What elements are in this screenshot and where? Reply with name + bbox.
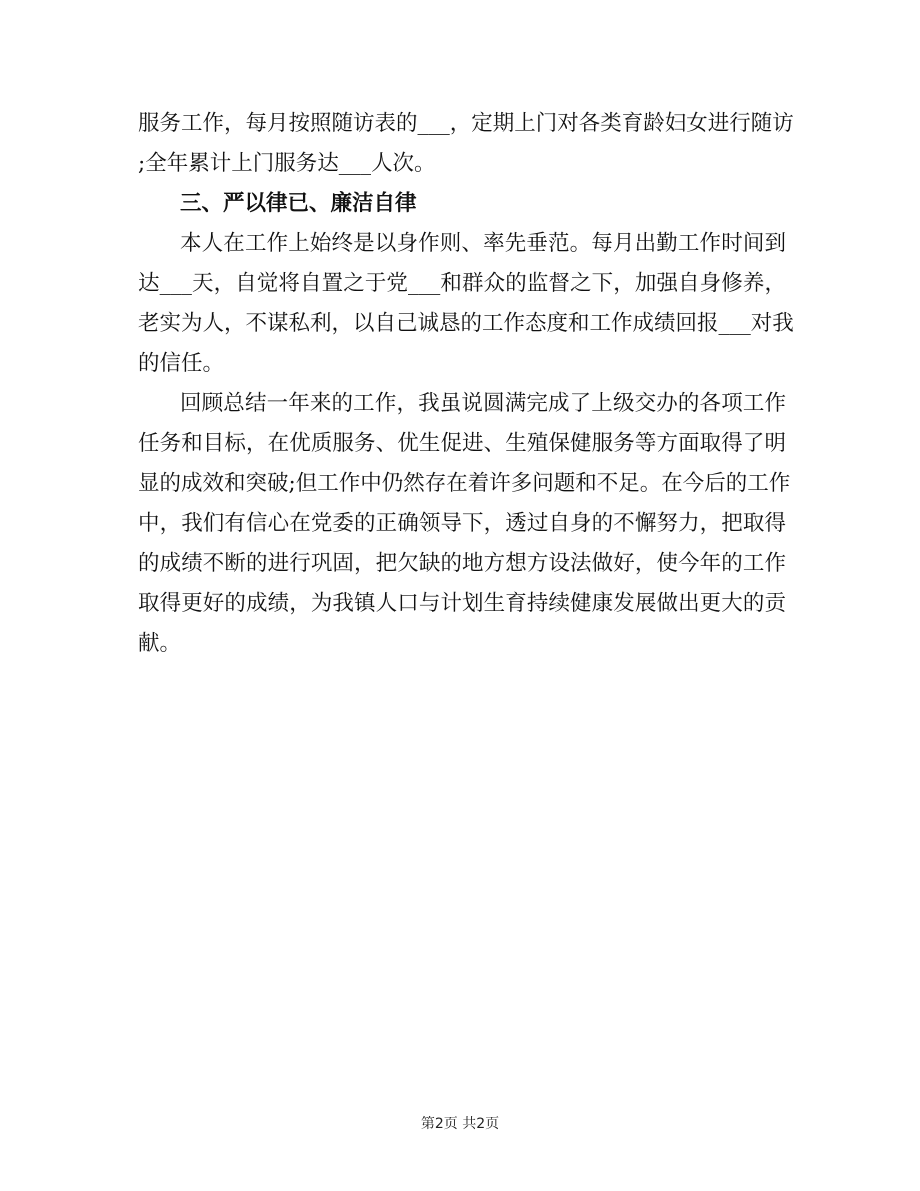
paragraph-3-line-3: 显的成效和突破;但工作中仍然存在着许多问题和不足。在今后的工作 <box>138 471 791 496</box>
paragraph-2-line-1: 本人在工作上始终是以身作则、率先垂范。每月出勤工作时间到 <box>180 231 786 256</box>
section-heading-3: 三、严以律已、廉洁自律 <box>180 191 417 216</box>
paragraph-3-line-6: 取得更好的成绩，为我镇人口与计划生育持续健康发展做出更大的贡 <box>138 591 786 616</box>
page-indicator: 第2页 共2页 <box>420 1116 500 1132</box>
paragraph-2-line-3: 老实为人，不谋私利，以自己诚恳的工作态度和工作成绩回报___对我 <box>138 311 794 336</box>
paragraph-3-line-7: 献。 <box>138 631 182 656</box>
paragraph-3-line-4: 中，我们有信心在党委的正确领导下，透过自身的不懈努力，把取得 <box>138 511 786 536</box>
paragraph-1-line-1: 服务工作，每月按照随访表的___，定期上门对各类育龄妇女进行随访 <box>138 111 794 136</box>
paragraph-2-line-4: 的信任。 <box>138 351 225 376</box>
paragraph-3-line-2: 任务和目标，在优质服务、优生促进、生殖保健服务等方面取得了明 <box>138 431 786 456</box>
paragraph-3-line-5: 的成绩不断的进行巩固，把欠缺的地方想方设法做好，使今年的工作 <box>138 551 786 576</box>
paragraph-3-line-1: 回顾总结一年来的工作，我虽说圆满完成了上级交办的各项工作 <box>180 391 786 416</box>
paragraph-1-line-2: ;全年累计上门服务达___人次。 <box>138 151 436 176</box>
paragraph-2-line-2: 达___天，自觉将自置之于党___和群众的监督之下，加强自身修养， <box>138 271 786 296</box>
